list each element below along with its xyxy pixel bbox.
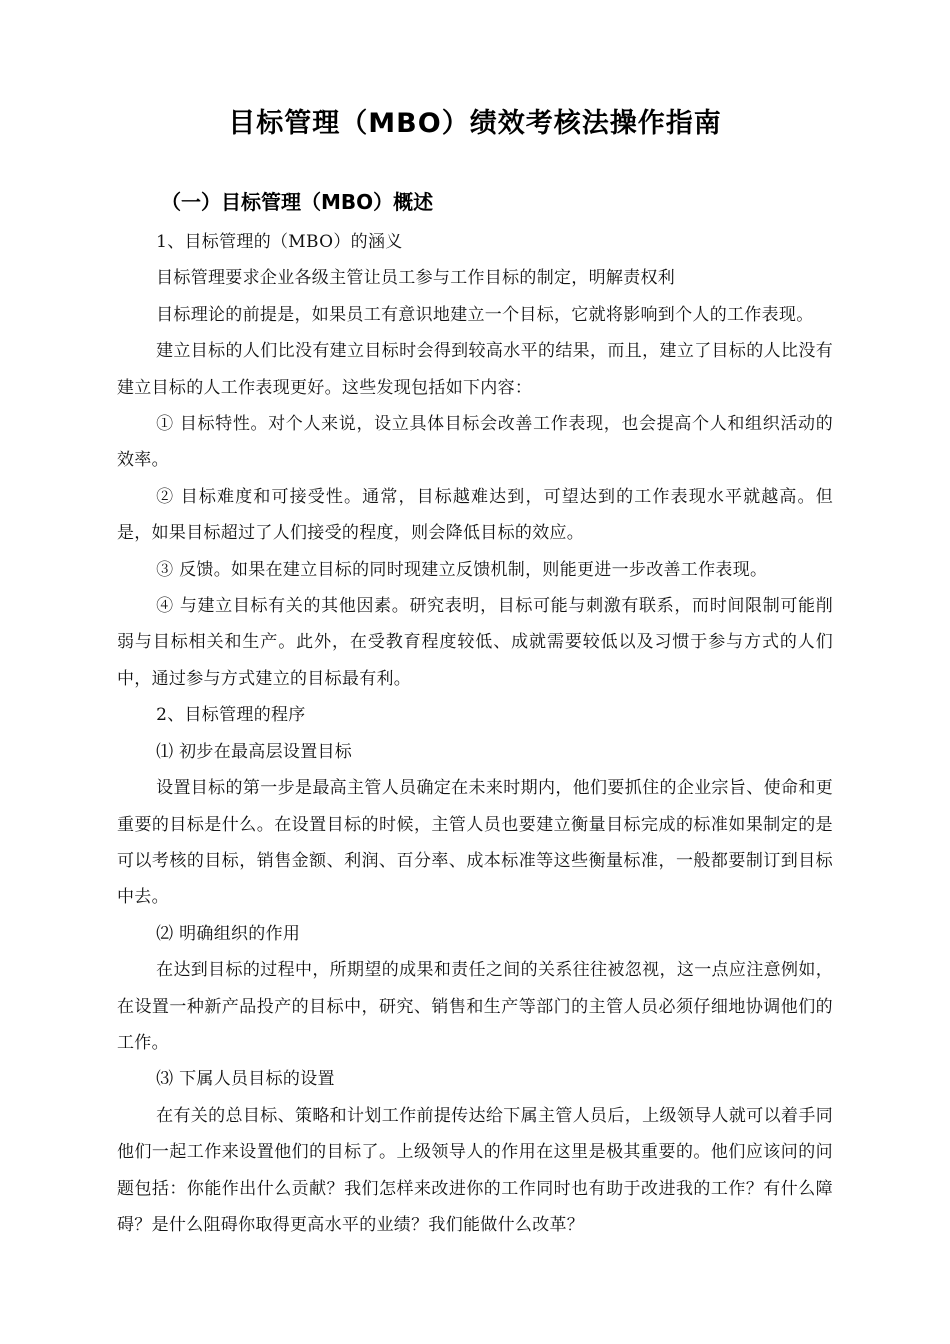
paragraph: 建立目标的人们比没有建立目标时会得到较高水平的结果，而且，建立了目标的人比没有建立目标的人工作表现更好。这些发现包括如下内容：	[117, 341, 833, 398]
paragraph: 在有关的总目标、策略和计划工作前提传达给下属主管人员后，上级领导人就可以着手同他们一起工作来设置他们的目标了。上级领导人的作用在这里是极其重要的。他们应该问的问题包括：你能作出什么贡献？我们怎样来改进你的工作同时也有助于改进我的工作？有什么障碍？是什么阻碍你取得更高水平的业绩？我们能做什么改革？	[117, 1105, 833, 1235]
list-item: ④ 与建立目标有关的其他因素。研究表明，目标可能与刺激有联系，而时间限制可能削弱与目标相关和生产。此外，在受教育程度较低、成就需要较低以及习惯于参与方式的人们中，通过参与方式建立的目标最有利。	[117, 596, 833, 689]
list-item: ① 目标特性。对个人来说，设立具体目标会改善工作表现，也会提高个人和组织活动的效率。	[117, 414, 833, 471]
subheading-mbo-meaning: 1、目标管理的（MBO）的涵义	[156, 232, 403, 252]
paragraph: 设置目标的第一步是最高主管人员确定在未来时期内，他们要抓住的企业宗旨、使命和更重要的目标是什么。在设置目标的时候，主管人员也要建立衡量目标完成的标准如果制定的是可以考核的目标，销售金额、利润、百分率、成本标准等这些衡量标准，一般都要制订到目标中去。	[117, 778, 833, 908]
step-heading: ⑴ 初步在最高层设置目标	[156, 741, 353, 762]
list-item: ② 目标难度和可接受性。通常，目标越难达到，可望达到的工作表现水平就越高。但是，如果目标超过了人们接受的程度，则会降低目标的效应。	[117, 486, 833, 544]
list-item: ③ 反馈。如果在建立目标的同时现建立反馈机制，则能更进一步改善工作表现。	[156, 559, 768, 580]
step-heading: ⑶ 下属人员目标的设置	[156, 1069, 335, 1090]
document-title: 目标管理（MBO）绩效考核法操作指南	[228, 108, 722, 139]
section-heading: （一）目标管理（MBO）概述	[161, 190, 434, 214]
paragraph: 在达到目标的过程中，所期望的成果和责任之间的关系往往被忽视，这一点应注意例如，在设置一种新产品投产的目标中，研究、销售和生产等部门的主管人员必须仔细地协调他们的工作。	[117, 960, 833, 1053]
paragraph: 目标理论的前提是，如果员工有意识地建立一个目标，它就将影响到个人的工作表现。	[156, 304, 814, 325]
step-heading: ⑵ 明确组织的作用	[156, 923, 301, 944]
document-body	[117, 184, 833, 1243]
paragraph: 目标管理要求企业各级主管让员工参与工作目标的制定，明解责权利	[156, 268, 676, 289]
subheading-mbo-procedure: 2、目标管理的程序	[156, 705, 306, 726]
